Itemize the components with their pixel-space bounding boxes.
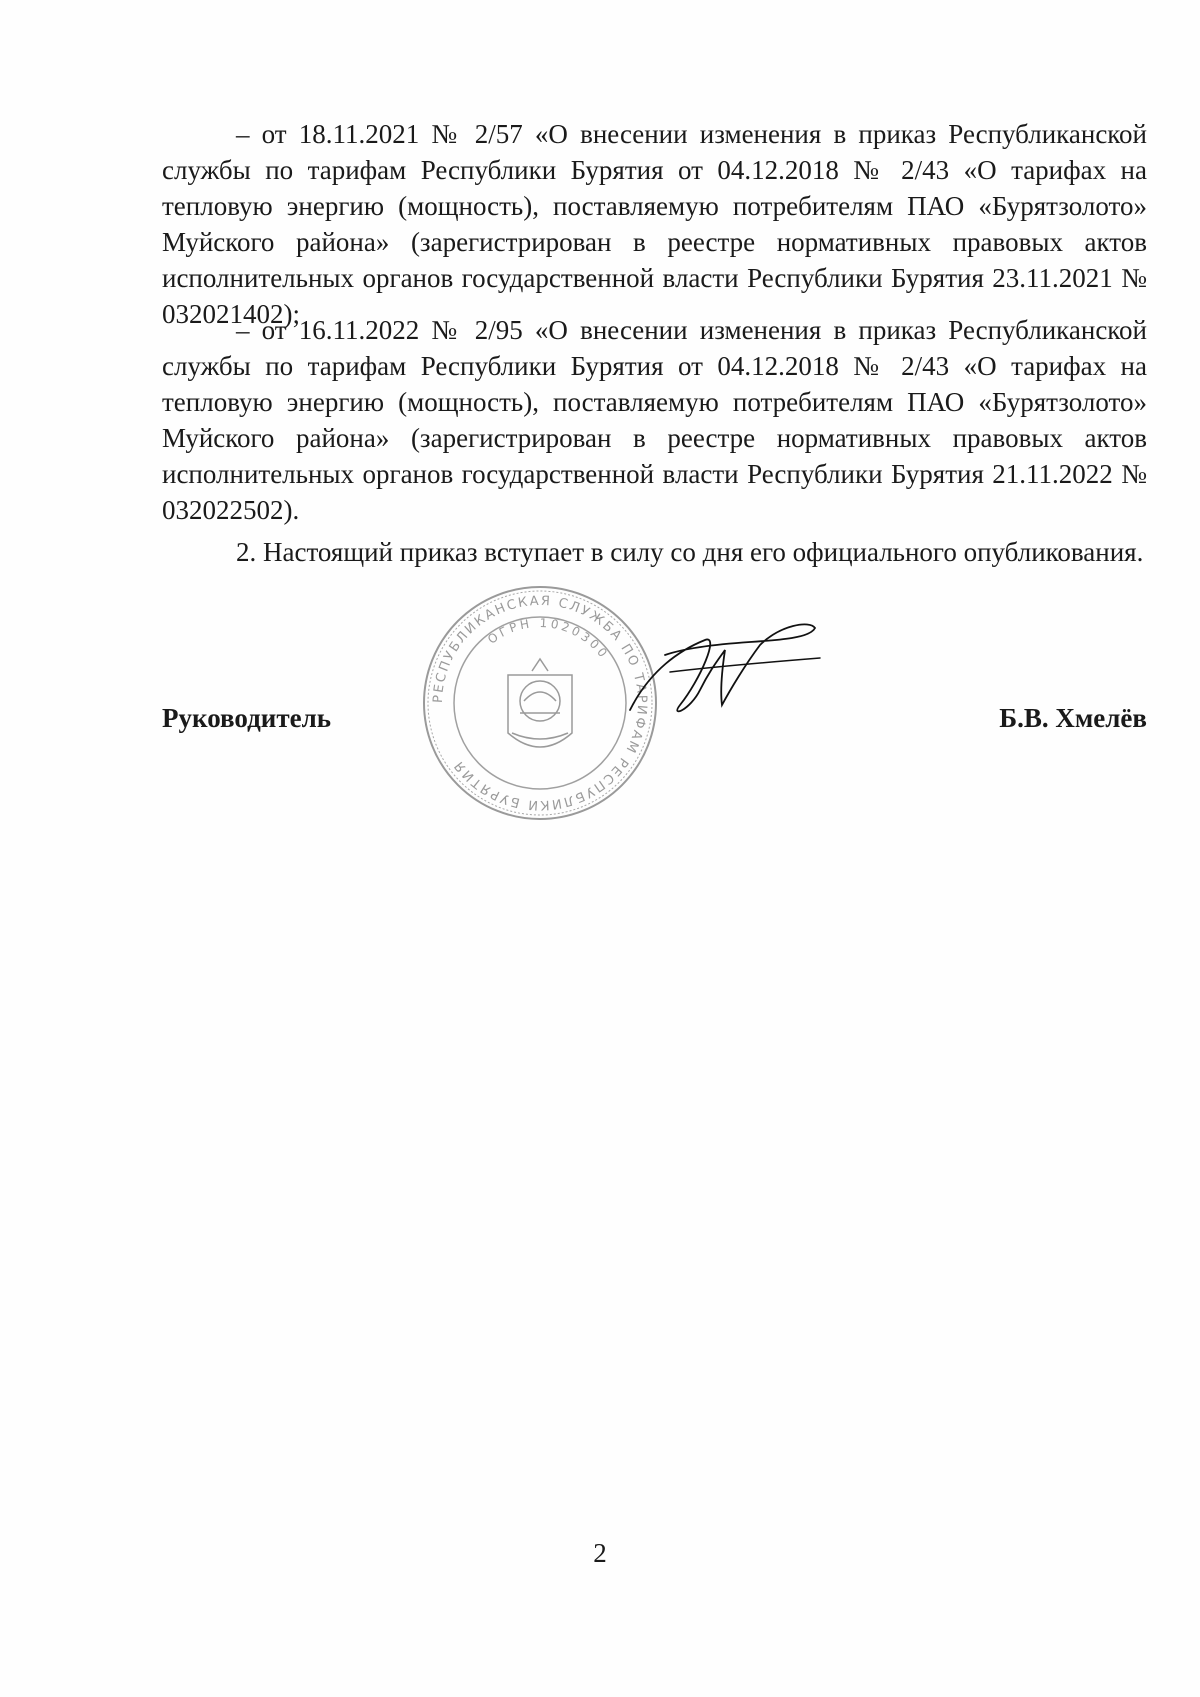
signatory-name: Б.В. Хмелёв (999, 703, 1147, 733)
paragraph-amendment-2021: – от 18.11.2021 № 2/57 «О внесении изменения в приказ Республиканской службы по тарифам Республики Бурятия от 04.12.2018 № 2/43 «О тарифах на тепловую энергию (мощность), поставляемую потребителям ПАО «Бурятзолото» Муйского района» (зарегистрирован в реестре нормативных правовых актов исполнительных органов государственной власти Республики Бурятия 23.11.2021 № 032021402); (162, 119, 1147, 329)
seal-outer-text: РЕСПУБЛИКАНСКАЯ СЛУЖБА ПО ТАРИФАМ РЕСПУБЛИКИ БУРЯТИЯ (430, 593, 650, 813)
page-number: 2 (593, 1538, 607, 1568)
paragraph-amendment-2022: – от 16.11.2022 № 2/95 «О внесении изменения в приказ Республиканской службы по тарифам Республики Бурятия от 04.12.2018 № 2/43 «О тарифах на тепловую энергию (мощность), поставляемую потребителям ПАО «Бурятзолото» Муйского района» (зарегистрирован в реестре нормативных правовых актов исполнительных органов государственной власти Республики Бурятия 21.11.2022 № 032022502). (162, 315, 1147, 525)
coat-of-arms-icon (508, 659, 572, 747)
paragraph-effective-date: 2. Настоящий приказ вступает в силу со дня его официального опубликования. (236, 537, 1144, 567)
handwritten-signature-image (610, 610, 830, 740)
signatory-position: Руководитель (162, 703, 332, 733)
seal-inner-text: ОГРН 1020300 (485, 615, 612, 663)
